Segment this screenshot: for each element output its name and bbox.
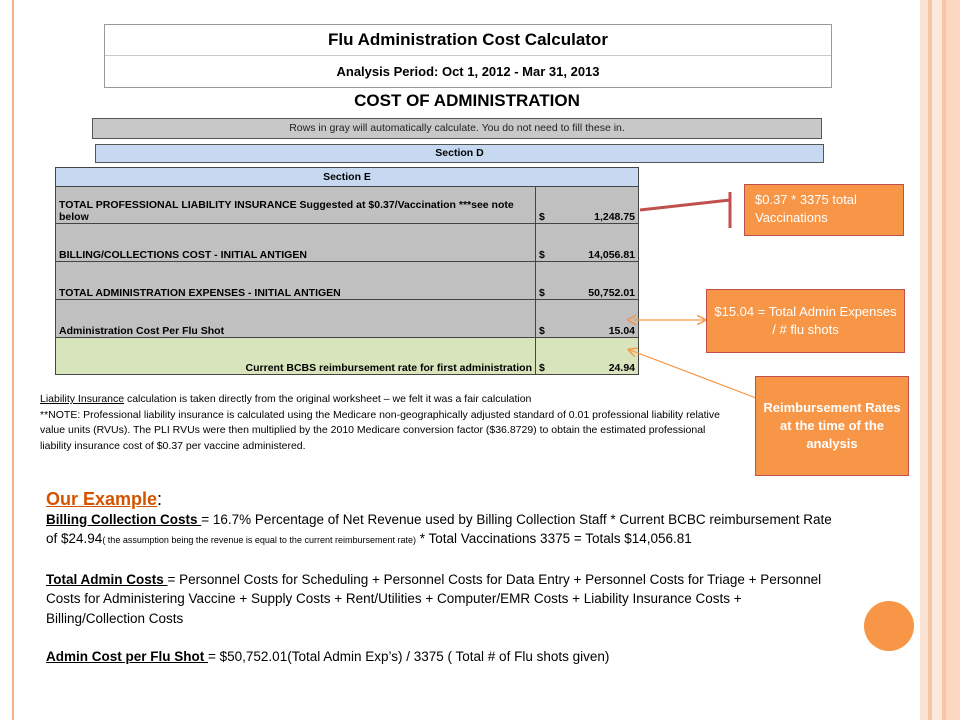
gray-rows-note: Rows in gray will automatically calculate. You do not need to fill these in. <box>92 118 822 139</box>
example-title: Our Example: <box>46 489 163 509</box>
row-amount-bcbs-rate: $ 24.94 <box>536 338 639 375</box>
connector-line-1 <box>640 200 730 210</box>
calculator-title: Flu Administration Cost Calculator <box>105 25 831 56</box>
row-amount-billing: $ 14,056.81 <box>536 224 639 262</box>
billing-label: Billing Collection Costs <box>46 511 202 527</box>
analysis-period: Analysis Period: Oct 1, 2012 - Mar 31, 2013 <box>336 64 600 79</box>
row-amount-total-admin: $ 50,752.01 <box>536 262 639 300</box>
section-e-header: Section E <box>56 168 639 187</box>
liability-insurance-label: Liability Insurance <box>40 393 125 405</box>
callout-liability: $0.37 * 3375 total Vaccinations <box>744 184 904 236</box>
cost-heading: COST OF ADMINISTRATION <box>354 91 580 110</box>
billing-paragraph <box>46 510 836 551</box>
liability-insurance-text: calculation is taken directly from the original worksheet – we felt it was a fair calculation <box>124 393 532 405</box>
billing-small: ( the assumption being the revenue is equal to the current reimbursement rate) <box>102 535 416 545</box>
admin-text: = Personnel Costs for Scheduling + Personnel Costs for Data Entry + Personnel Costs for Triage + Personnel Costs for Administering Vaccine + Supply Costs + Rent/Utilities + Computer/EMR Costs + Liability Insurance Costs + Billing/Collection Costs <box>46 571 822 626</box>
row-label-bcbs-rate: Current BCBS reimbursement rate for first administration <box>56 338 536 375</box>
admin-label: Total Admin Costs <box>46 571 168 587</box>
decorative-circle <box>864 601 914 651</box>
example-section <box>46 490 836 667</box>
per-shot-label: Admin Cost per Flu Shot <box>46 649 208 664</box>
connector-arrow-3 <box>630 350 756 398</box>
admin-paragraph <box>46 570 836 629</box>
row-label-cost-per-shot: Administration Cost Per Flu Shot <box>56 300 536 338</box>
billing-text-2: * Total Vaccinations 3375 = Totals $14,056.81 <box>415 531 692 546</box>
per-shot-text: = $50,752.01(Total Admin Exp’s) / 3375 ( Total # of Flu shots given) <box>208 649 610 664</box>
professional-liability-note: **NOTE: Professional liability insurance is calculated using the Medicare non-geographically adjusted standard of 0.01 professional liability relative value units (RVUs). The PLI RVUs were then multiplied by the 2010 Medicare conversion factor ($36.8729) to obtain the estimated professional liability insurance cost of $0.37 per vaccine administered. <box>40 408 720 452</box>
per-shot-paragraph <box>46 647 836 667</box>
row-amount-liability: $ 1,248.75 <box>536 187 639 224</box>
section-d-header: Section D <box>95 144 824 163</box>
callout-admin-per-shot: $15.04 = Total Admin Expenses / # flu shots <box>706 289 905 353</box>
row-label-liability: TOTAL PROFESSIONAL LIABILITY INSURANCE Suggested at $0.37/Vaccination ***see note below <box>56 187 536 224</box>
row-amount-cost-per-shot: $ 15.04 <box>536 300 639 338</box>
row-label-total-admin: TOTAL ADMINISTRATION EXPENSES - INITIAL ANTIGEN <box>56 262 536 300</box>
billing-text-1: = 16.7% Percentage of Net Revenue used by Billing Collection Staff * Current BCBC reimbursement Rate of $24.94 <box>46 511 832 546</box>
callout-reimbursement: Reimbursement Rates at the time of the analysis <box>755 376 909 476</box>
row-label-billing: BILLING/COLLECTIONS COST - INITIAL ANTIGEN <box>56 224 536 262</box>
